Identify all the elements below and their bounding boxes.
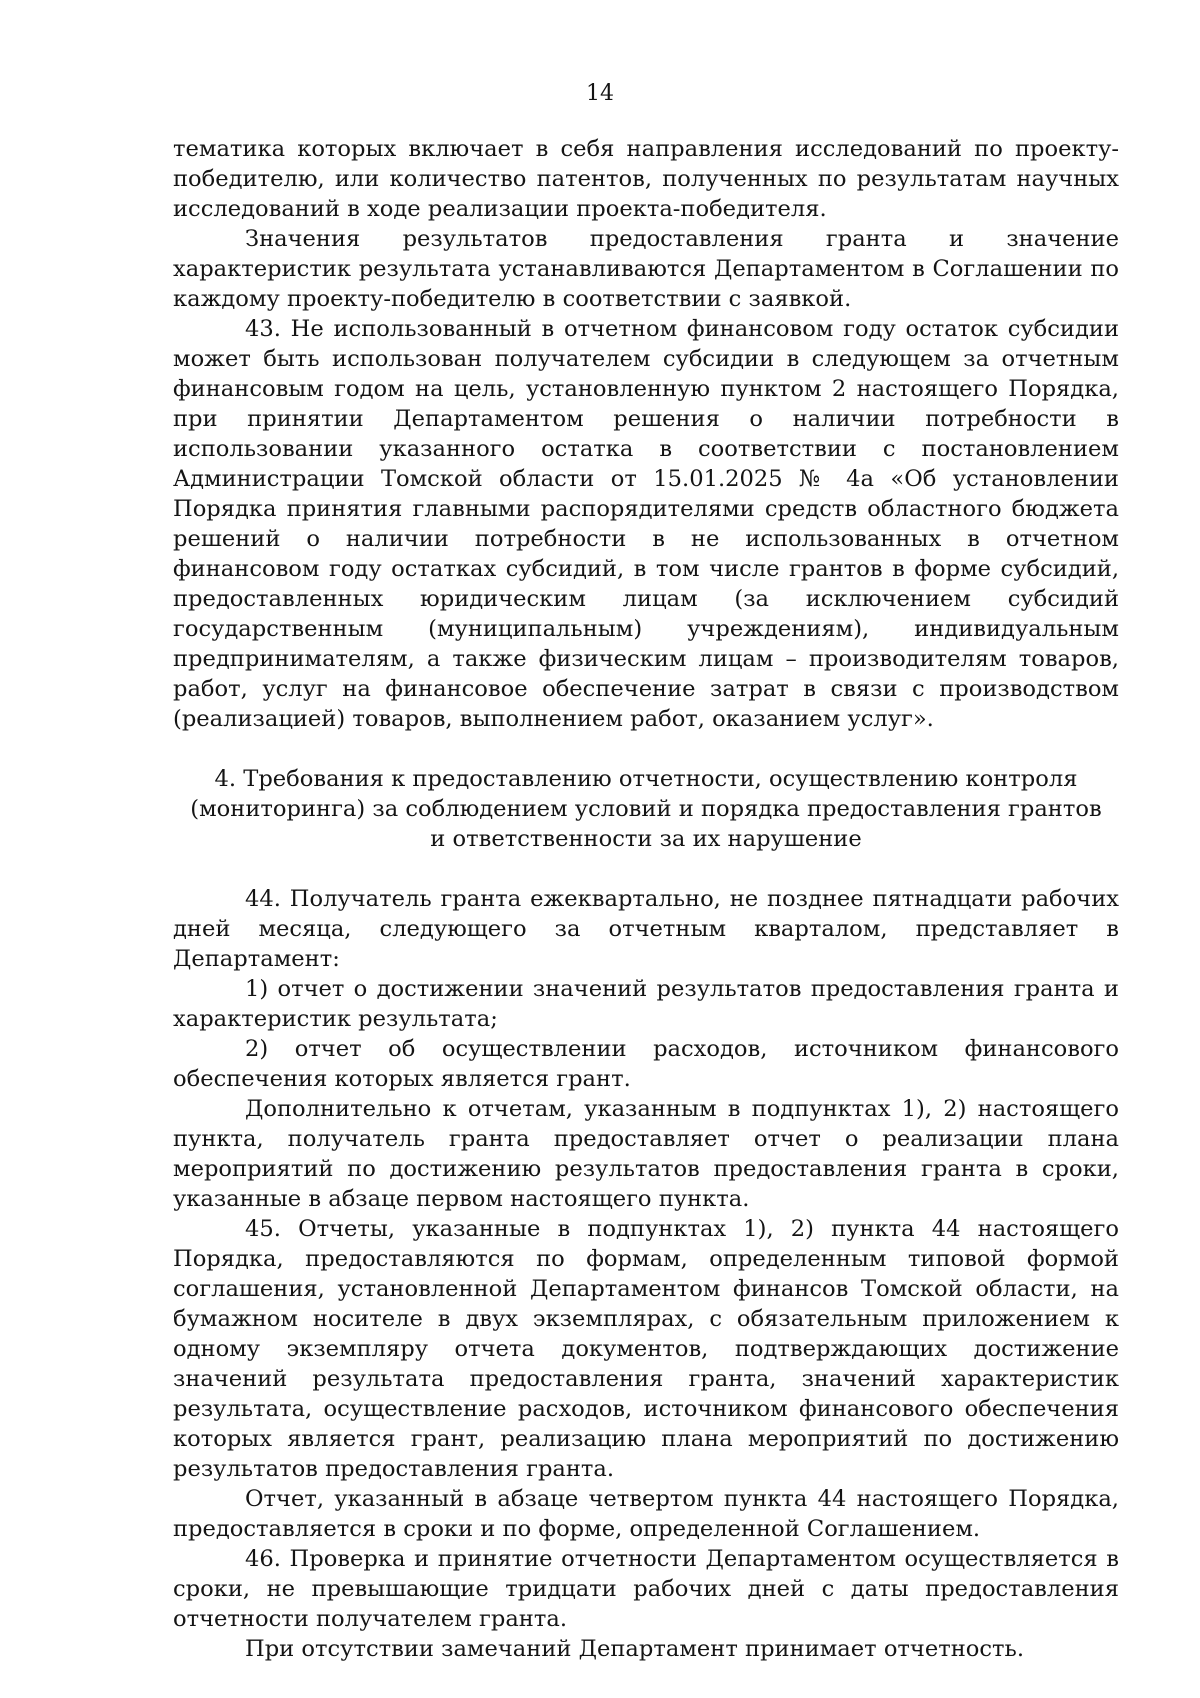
paragraph-46: 46. Проверка и принятие отчетности Департаментом осуществляется в сроки, не превышающие тридцати рабочих дней с даты предоставления отчетности получателем гранта. — [173, 1546, 1119, 1632]
paragraph-43: 43. Не использованный в отчетном финансовом году остаток субсидии может быть использован получателем субсидии в следующем за отчетным финансовым годом на цель, установленную пунктом 2 настоящего Порядка, при принятии Департаментом решения о наличии потребности в использовании указанного остатка в соответствии с постановлением Администрации Томской области от 15.01.2025 № 4а «Об установлении Порядка принятия главными распорядителями средств областного бюджета решений о наличии потребности в не использованных в отчетном финансовом году остатках субсидий, в том числе грантов в форме субсидий, предоставленных юридическим лицам (за исключением субсидий государственным (муниципальным) учреждениям), индивидуальным предпринимателям, а также физическим лицам – производителям товаров, работ, услуг на финансовое обеспечение затрат в связи с производством (реализацией) товаров, выполнением работ, оказанием услуг». — [173, 316, 1119, 732]
section-heading-line: (мониторинга) за соблюдением условий и порядка предоставления грантов — [190, 796, 1102, 822]
section-heading-line: и ответственности за их нарушение — [430, 826, 862, 852]
paragraph-44: 44. Получатель гранта ежеквартально, не позднее пятнадцати рабочих дней месяца, следующего за отчетным кварталом, представляет в Департамент: — [173, 886, 1119, 972]
paragraph-44-additional: Дополнительно к отчетам, указанным в подпунктах 1), 2) настоящего пункта, получатель гранта предоставляет отчет о реализации плана мероприятий по достижению результатов предоставления гранта в сроки, указанные в абзаце первом настоящего пункта. — [173, 1096, 1119, 1212]
paragraph-44-item-1: 1) отчет о достижении значений результатов предоставления гранта и характеристик результата; — [173, 976, 1119, 1032]
paragraph-44-item-2: 2) отчет об осуществлении расходов, источником финансового обеспечения которых является грант. — [173, 1036, 1119, 1092]
paragraph-46-acceptance: При отсутствии замечаний Департамент принимает отчетность. — [245, 1636, 1025, 1662]
paragraph-continuation: тематика которых включает в себя направления исследований по проекту-победителю, или количество патентов, полученных по результатам научных исследований в ходе реализации проекта-победителя. — [173, 136, 1119, 222]
document-body — [173, 134, 1119, 1664]
page-number: 14 — [586, 81, 614, 106]
section-heading-4 — [173, 764, 1119, 854]
paragraph-45: 45. Отчеты, указанные в подпунктах 1), 2) пункта 44 настоящего Порядка, предоставляются по формам, определенным типовой формой соглашения, установленной Департаментом финансов Томской области, на бумажном носителе в двух экземплярах, с обязательным приложением к одному экземпляру отчета документов, подтверждающих достижение значений результата предоставления гранта, значений характеристик результата, осуществление расходов, источником финансового обеспечения которых является грант, реализацию плана мероприятий по достижению результатов предоставления гранта. — [173, 1216, 1119, 1482]
section-heading-line: 4. Требования к предоставлению отчетности, осуществлению контроля — [214, 766, 1078, 792]
paragraph-45-report: Отчет, указанный в абзаце четвертом пункта 44 настоящего Порядка, предоставляется в сроки и по форме, определенной Соглашением. — [173, 1486, 1119, 1542]
paragraph-grant-results: Значения результатов предоставления гранта и значение характеристик результата устанавливаются Департаментом в Соглашении по каждому проекту-победителю в соответствии с заявкой. — [173, 226, 1119, 312]
